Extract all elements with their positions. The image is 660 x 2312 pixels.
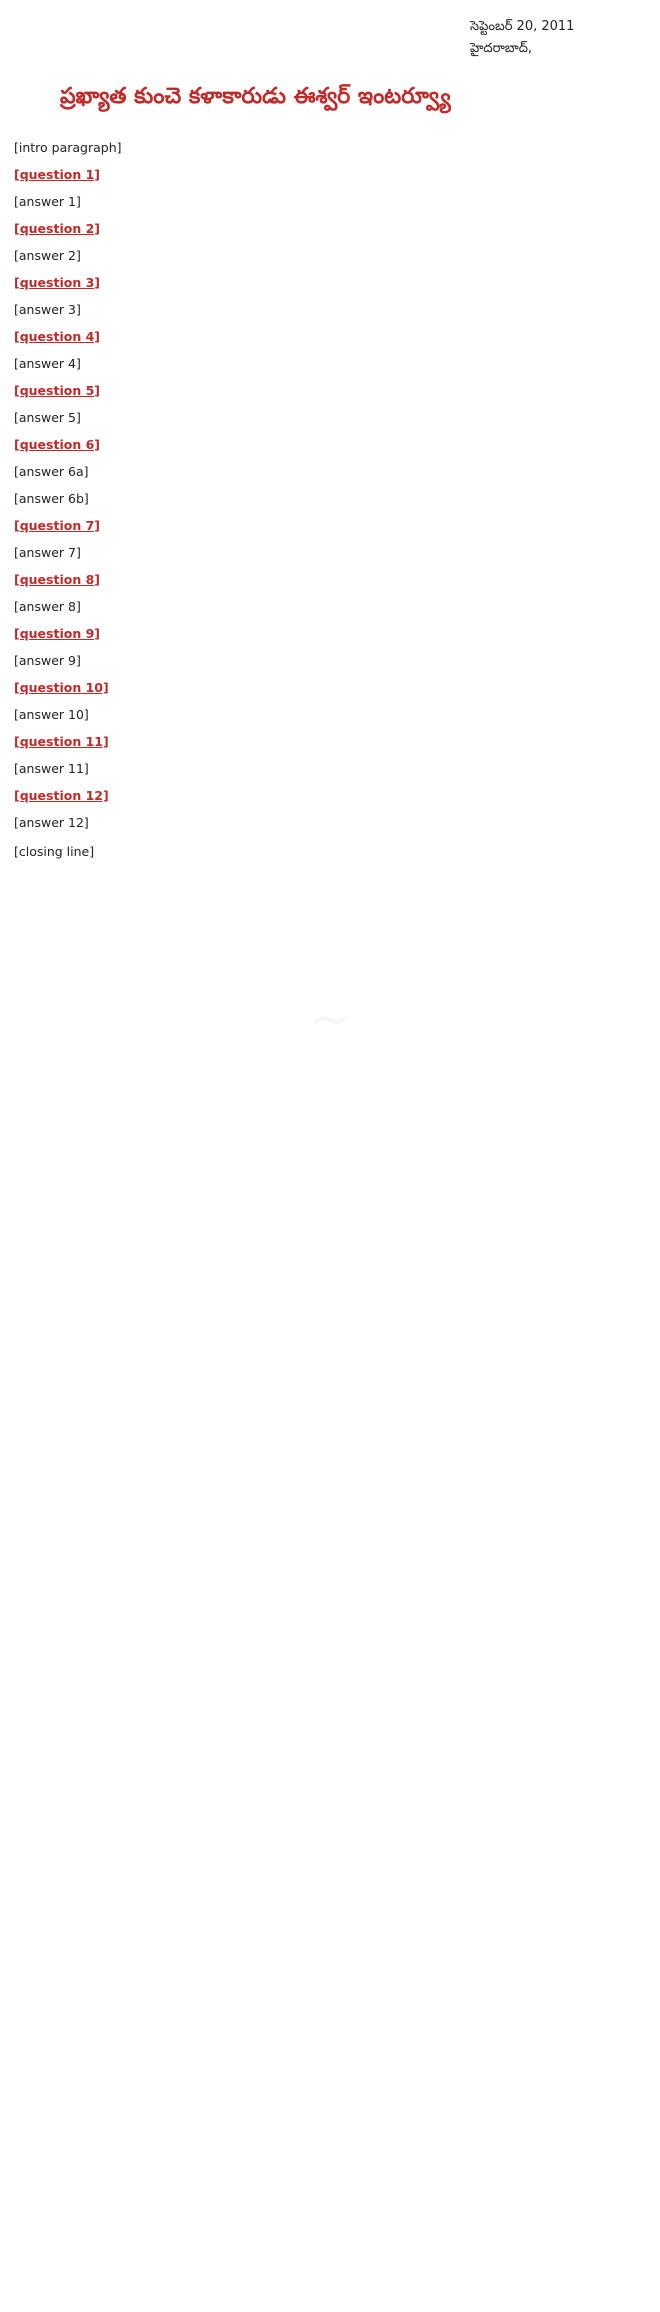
svg-text:~: ~ [309,991,351,1047]
question-heading: [question 11] [14,734,109,749]
answer-paragraph: [answer 4] [14,356,81,371]
answer-paragraph: [answer 9] [14,653,81,668]
question-heading: [question 5] [14,383,100,398]
question-heading: [question 9] [14,626,100,641]
answer-paragraph: [answer 6b] [14,491,89,506]
article-place: హైదరాబాద్, [470,41,533,56]
answer-paragraph: [answer 10] [14,707,89,722]
question-heading: [question 4] [14,329,100,344]
intro-paragraph: [intro paragraph] [14,140,122,155]
question-heading: [question 8] [14,572,100,587]
answer-paragraph: [answer 6a] [14,464,89,479]
answer-paragraph: [answer 7] [14,545,81,560]
question-heading: [question 1] [14,167,100,182]
question-heading: [question 10] [14,680,109,695]
question-heading: [question 6] [14,437,100,452]
answer-paragraph: [answer 12] [14,815,89,830]
answer-paragraph: [answer 5] [14,410,81,425]
answer-paragraph: [answer 3] [14,302,81,317]
article-date: సెప్టెంబర్ 20, 2011 [470,19,575,34]
answer-paragraph: [answer 11] [14,761,89,776]
question-heading: [question 3] [14,275,100,290]
watermark-logo-icon [180,960,480,1080]
dateline [470,16,650,60]
answer-paragraph: [answer 2] [14,248,81,263]
answer-paragraph: [answer 1] [14,194,81,209]
article-body [14,138,646,861]
question-heading: [question 12] [14,788,109,803]
question-heading: [question 7] [14,518,100,533]
closing-line: [closing line] [14,844,95,859]
article-title: ప్రఖ్యాత కుంచె కళాకారుడు ఈశ్వర్ ఇంటర్వ్యూ [60,84,451,109]
question-heading: [question 2] [14,221,100,236]
answer-paragraph: [answer 8] [14,599,81,614]
